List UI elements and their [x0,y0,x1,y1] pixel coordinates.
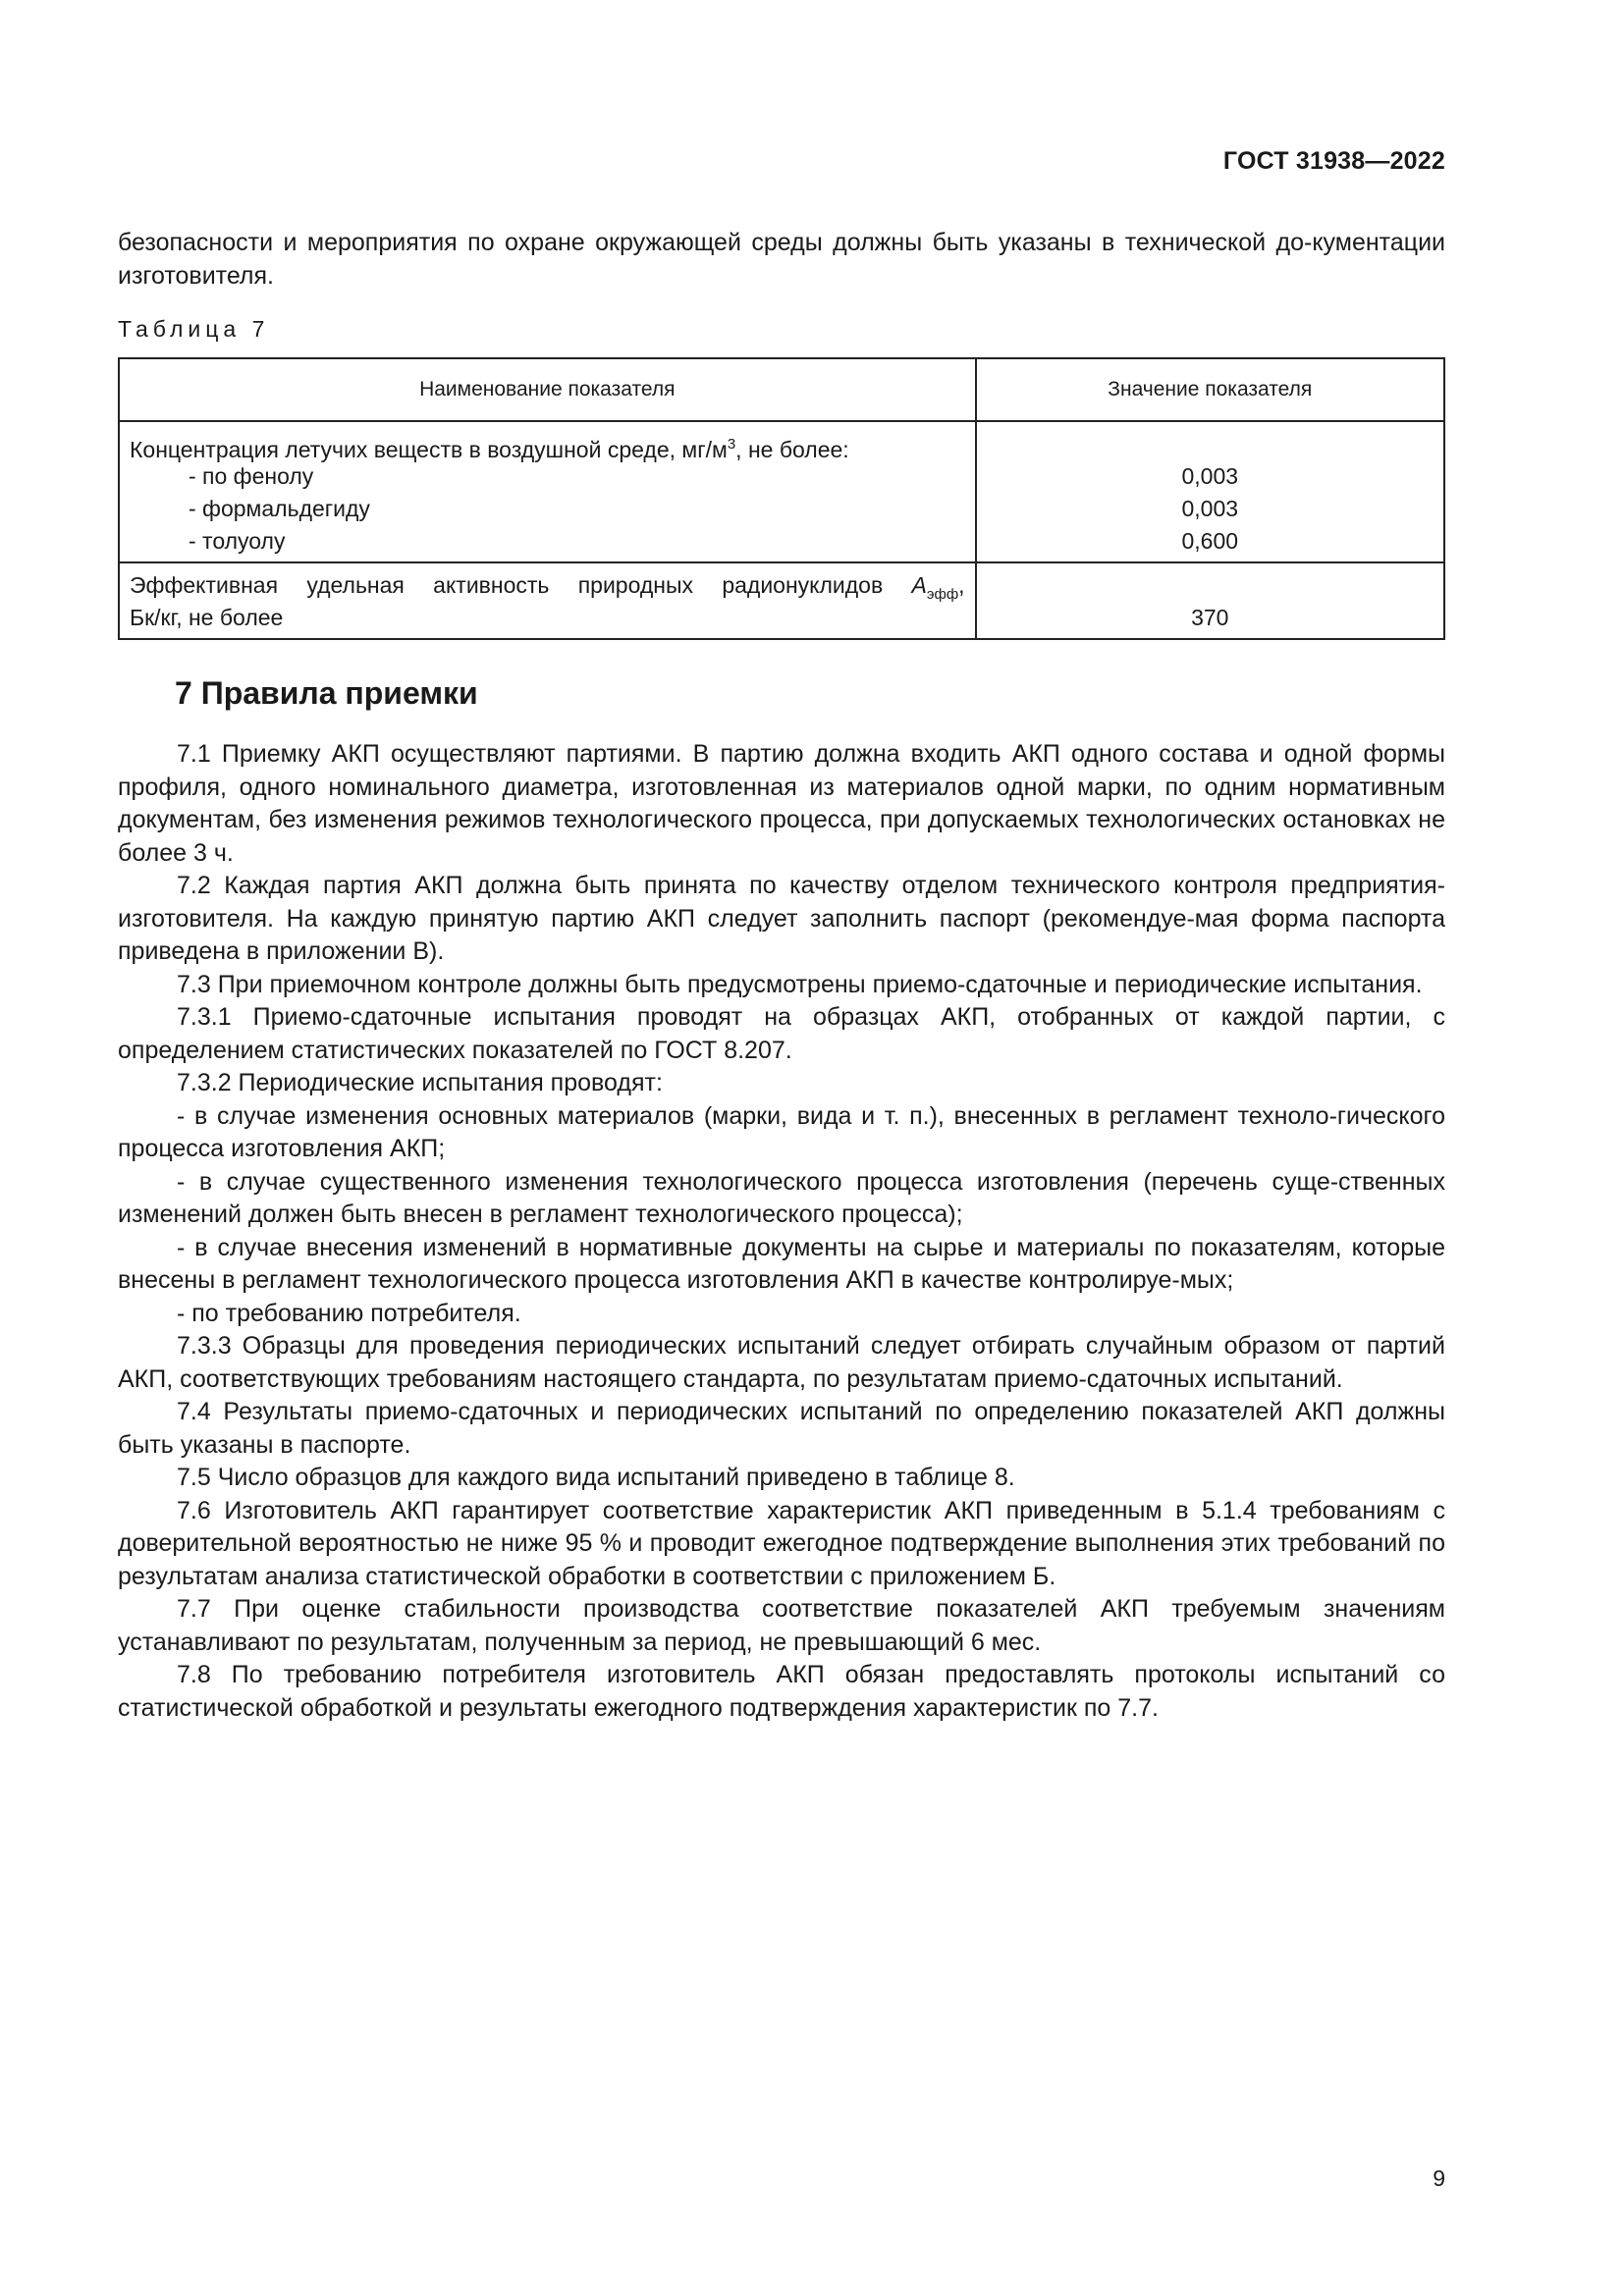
paragraph: 7.7 При оценке стабильности производства соответствие показателей АКП требуемым значениям устанавливают по результатам, полученным за период, не превышающий 6 мес. [118,1595,1445,1656]
table-row [119,562,1444,639]
row1-item-value: 0,003 [1181,463,1239,489]
paragraph: - в случае существенного изменения технологического процесса изготовления (перечень суще-ственных изменений должен быть внесен в регламент технологического процесса); [118,1167,1445,1228]
page-number: 9 [1433,2165,1445,2191]
paragraph: 7.3 При приемочном контроле должны быть предусмотрены приемо-сдаточные и периодические испытания. [177,970,1423,998]
paragraph: 7.2 Каждая партия АКП должна быть принята по качеству отделом технического контроля предприятия-изготовителя. На каждую принятую партию АКП следует заполнить паспорт (рекомендуе-мая форма паспорта приведена в приложении В). [118,872,1445,965]
paragraph: 7.8 По требованию потребителя изготовитель АКП обязан предоставлять протоколы испытаний со статистической обработкой и результаты ежегодного подтверждения характеристик по 7.7. [118,1661,1445,1722]
row1-title-main: Концентрация летучих веществ в воздушной среде, мг/м [130,437,728,462]
paragraph: 7.3.3 Образцы для проведения периодических испытаний следует отбирать случайным образом от партий АКП, соответствующих требованиям настоящего стандарта, по результатам приемо-сдаточных испытаний. [118,1332,1445,1393]
paragraph: 7.5 Число образцов для каждого вида испытаний приведено в таблице 8. [177,1464,1015,1491]
paragraph: 7.3.1 Приемо-сдаточные испытания проводят на образцах АКП, отобранных от каждой партии, с определением статистических показателей по ГОСТ 8.207. [118,1003,1445,1064]
paragraph: - в случае внесения изменений в нормативные документы на сырье и материалы по показателям, которые внесены в регламент технологического процесса изготовления АКП в качестве контролируе-мых; [118,1233,1445,1294]
table-header-row [119,358,1444,421]
row2-title-line2: Бк/кг, не более [130,605,284,630]
table-header-value: Значение показателя [976,358,1444,421]
row1-title-sup: 3 [727,436,736,453]
table-7 [118,357,1445,640]
table-cell-values [976,562,1444,639]
table-caption: Таблица 7 [118,316,270,342]
table-header-name: Наименование показателя [119,358,976,421]
section-title: 7 Правила приемки [175,675,478,711]
paragraph: - по требованию потребителя. [177,1299,521,1327]
paragraph: 7.3.2 Периодические испытания проводят: [177,1069,663,1096]
row1-title [130,428,965,460]
intro-paragraph [118,226,1445,293]
paragraph: - в случае изменения основных материалов (марки, вида и т. п.), внесенных в регламент техноло-гического процесса изготовления АКП; [118,1101,1445,1162]
row2-value: 370 [1191,605,1229,630]
table-cell-label [119,562,976,639]
row1-item-label: - толуолу [189,528,286,554]
paragraph: 7.6 Изготовитель АКП гарантирует соответствие характеристик АКП приведенным в 5.1.4 требованиям с доверительной вероятностью не ниже 95 % и проводит ежегодное подтверждение выполнения этих требований по результатам анализа статистической обработки в соответствии с приложением Б. [118,1496,1445,1590]
row2-title-symbol: A [911,572,927,598]
paragraph: 7.1 Приемку АКП осуществляют партиями. В партию должна входить АКП одного состава и одной формы профиля, одного номинального диаметра, изготовленная из материалов одной марки, по одним нормативным документам, без изменения режимов технологического процесса, при допускаемых технологических остановках не более 3 ч. [118,740,1445,867]
row2-title-prefix: Эффективная удельная активность природных радионуклидов [130,572,912,598]
row2-title-sub: эфф [926,586,959,603]
paragraph: 7.4 Результаты приемо-сдаточных и периодических испытаний по определению показателей АКП должны быть указаны в паспорте. [118,1398,1445,1459]
row1-item-label: - по фенолу [189,463,314,489]
row2-title-line1 [130,569,965,602]
table-cell-label [119,421,976,562]
intro-text: безопасности и мероприятия по охране окружающей среды должны быть указаны в технической до-кументации изготовителя. [118,229,1445,290]
row1-item-label: - формальдегиду [189,496,370,521]
section-body [118,738,1445,1725]
row1-title-tail: , не более: [735,437,849,462]
document-header-id: ГОСТ 31938—2022 [1222,147,1445,175]
row1-item-value: 0,003 [1181,496,1239,521]
table-cell-values [976,421,1444,562]
table-row [119,421,1444,562]
row1-item-value: 0,600 [1181,528,1239,554]
row2-title-suffix: , [958,572,965,598]
